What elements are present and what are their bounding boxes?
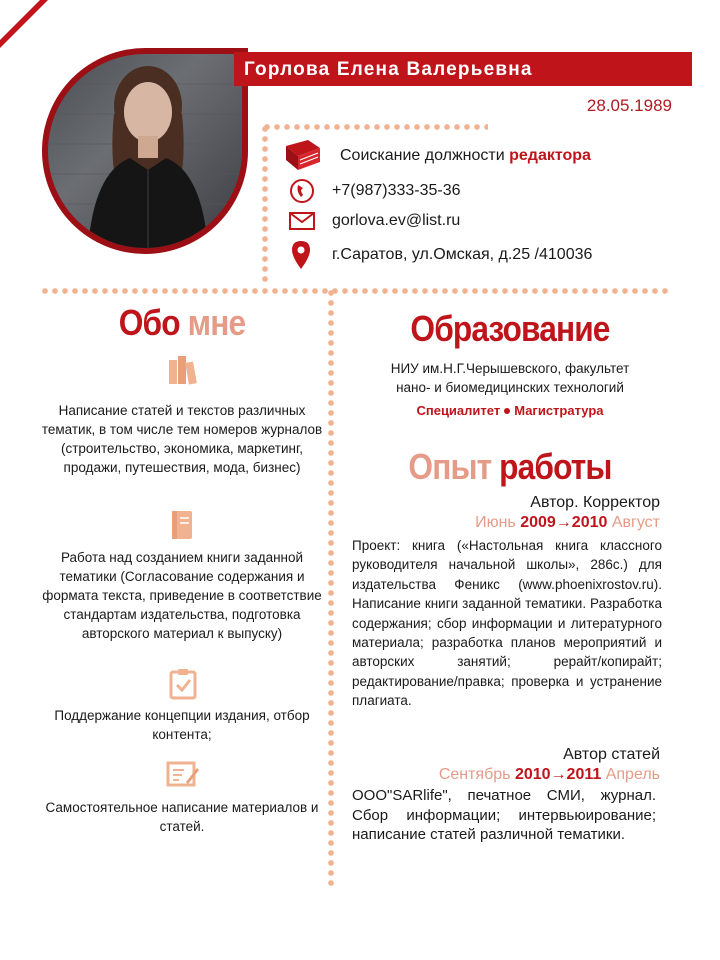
phone-icon [289, 178, 315, 204]
dotted-divider-middle [40, 288, 668, 294]
about-item-1: Написание статей и текстов различных тематик, в том числе тем номеров журналов (строительство, экономика, маркетинг, продажи, путешествия, мода, бизнес) [41, 403, 323, 475]
book-icon [282, 138, 324, 172]
position-sought [340, 147, 591, 165]
degree-master: Магистратура [514, 403, 604, 418]
job-1-period: Июнь 2009→2010 Август [475, 514, 660, 531]
email-address[interactable]: gorlova.ev@list.ru [332, 212, 461, 229]
education-heading: Образование [410, 308, 610, 349]
education-institution-line-2: нано- и биомедицинских технологий [396, 380, 624, 395]
envelope-icon [289, 212, 315, 230]
education-degrees [344, 403, 676, 418]
address: г.Саратов, ул.Омская, д.25 /410036 [332, 246, 593, 263]
job-2-title: Автор статей [563, 746, 660, 763]
location-pin-icon [291, 240, 311, 270]
document-edit-icon [166, 760, 200, 790]
full-name: Горлова Елена Валерьевна [244, 59, 533, 80]
books-icon [166, 352, 198, 386]
phone-number[interactable]: +7(987)333-35-36 [332, 182, 461, 199]
dotted-divider-contacts [262, 124, 268, 284]
job-2-period: Сентябрь 2010→2011 Апрель [438, 766, 660, 783]
education-institution-line-1: НИУ им.Н.Г.Черышевского, факультет [390, 361, 630, 376]
clipboard-check-icon [168, 668, 198, 700]
dotted-divider-top [262, 124, 488, 130]
degree-specialist: Специалитет [416, 403, 501, 418]
job-1-title: Автор. Корректор [530, 494, 660, 511]
about-item-2: Работа над созданием книги заданной тематики (Согласование содержания и формата текста, приведение в соответствие стандартам издательства, подготовка авторского материал к выпуску) [42, 550, 322, 641]
position-role: редактора [509, 147, 591, 164]
dotted-divider-columns [328, 288, 334, 886]
position-prefix: Соискание должности [340, 147, 510, 164]
book-icon [168, 508, 196, 542]
corner-decoration-inner [0, 0, 40, 40]
job-1-description: Проект: книга («Настольная книга классного руководителя начальной школы», 286с.) для издательства Феникс (www.phoenixrostov.ru). Написание книги заданной тематики. Разработка содержания; сбор информации и литературного материала; разработка планов мероприятий и авторских занятий; рерайт/копирайт; редактирование/правка; проверка и устранение плагиата. [352, 538, 662, 709]
about-item-3: Поддержание концепции издания, отбор контента; [54, 708, 310, 742]
birthdate: 28.05.1989 [586, 96, 672, 115]
profile-photo [48, 54, 242, 248]
about-heading: Обо мне [118, 302, 246, 343]
person-silhouette-icon [48, 54, 242, 248]
job-2-description: ООО"SARlife", печатное СМИ, журнал. Сбор информации; интервьюирование; написание статей различной тематики. [352, 787, 656, 843]
bullet-dot [504, 408, 510, 414]
about-item-4: Самостоятельное написание материалов и статей. [45, 800, 319, 834]
experience-heading: Опыт работы [408, 446, 612, 487]
